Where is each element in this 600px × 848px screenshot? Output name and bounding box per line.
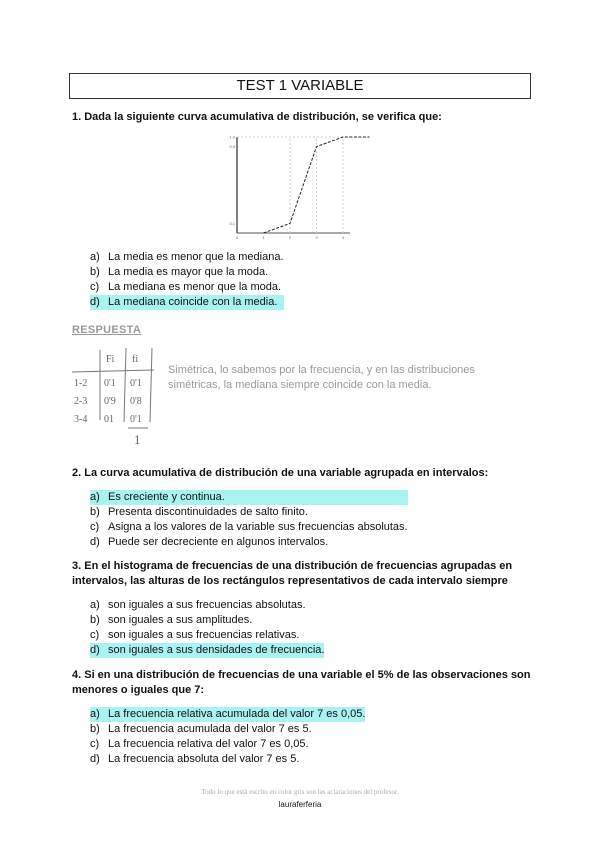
option-text: son iguales a sus densidades de frecuencia. bbox=[108, 644, 325, 656]
option-letter: c) bbox=[90, 281, 100, 293]
option-letter: c) bbox=[90, 521, 100, 533]
answer-option bbox=[90, 613, 324, 628]
option-text: Presenta discontinuidades de salto finito. bbox=[108, 506, 308, 518]
x-tick-label: 3 bbox=[315, 235, 318, 240]
option-text: La media es mayor que la moda. bbox=[108, 266, 269, 278]
answer-option bbox=[90, 250, 284, 265]
table-header: Fi bbox=[106, 354, 115, 365]
question-1: 1. Dada la siguiente curva acumulativa de distribución, se verifica que: bbox=[72, 111, 442, 123]
answer-option bbox=[90, 280, 284, 295]
option-text: La mediana coincide con la media. bbox=[108, 296, 278, 308]
option-text: Es creciente y continua. bbox=[108, 491, 225, 503]
option-letter: b) bbox=[90, 266, 100, 278]
option-text: La media es menor que la mediana. bbox=[108, 251, 284, 263]
option-letter: d) bbox=[90, 536, 100, 548]
question-3: 3. En el histograma de frecuencias de una distribución de frecuencias agrupadas en intervalos, las alturas de los rectángulos representativos de cada intervalo siempre bbox=[72, 560, 513, 587]
answer-option bbox=[90, 535, 408, 550]
option-text: La frecuencia absoluta del valor 7 es 5. bbox=[108, 753, 300, 765]
option-letter: a) bbox=[90, 491, 100, 503]
answer-option bbox=[90, 722, 365, 737]
options-1 bbox=[90, 250, 284, 310]
answer-option bbox=[90, 505, 408, 520]
option-letter: b) bbox=[90, 723, 100, 735]
table-cell: 01 bbox=[104, 414, 114, 425]
handwritten-table bbox=[70, 340, 160, 455]
page-title: TEST 1 VARIABLE bbox=[69, 73, 531, 99]
option-letter: a) bbox=[90, 251, 100, 263]
options-2 bbox=[90, 490, 408, 550]
table-cell: 1-2 bbox=[74, 378, 88, 389]
x-tick-label: 4 bbox=[341, 235, 345, 240]
answer-option bbox=[90, 265, 284, 280]
options-3 bbox=[90, 598, 324, 658]
option-text: son iguales a sus frecuencias relativas. bbox=[108, 629, 300, 641]
table-cell: 0'8 bbox=[130, 396, 142, 407]
footer-note: Todo lo que está escrito en color gris son las aclaraciones del profesor. bbox=[201, 788, 399, 796]
answer-option bbox=[90, 737, 365, 752]
option-text: Asigna a los valores de la variable sus frecuencias absolutas. bbox=[108, 521, 408, 533]
respuesta-line: Simétrica, lo sabemos por la frecuencia, y en las distribuciones bbox=[168, 364, 475, 376]
y-tick-label: 0,1 bbox=[229, 220, 235, 226]
option-letter: d) bbox=[90, 753, 100, 765]
table-cell: 0'9 bbox=[104, 396, 116, 407]
answer-option bbox=[90, 295, 284, 310]
option-text: La frecuencia relativa acumulada del valor 7 es 0,05. bbox=[108, 708, 366, 720]
option-text: La frecuencia acumulada del valor 7 es 5. bbox=[108, 723, 312, 735]
answer-option bbox=[90, 598, 324, 613]
options-4 bbox=[90, 707, 365, 767]
option-letter: b) bbox=[90, 614, 100, 626]
respuesta-line: simétricas, la mediana siempre coincide con la media. bbox=[168, 379, 432, 391]
x-tick-label: 2 bbox=[288, 235, 292, 240]
option-letter: a) bbox=[90, 708, 100, 720]
signature: lauraferferia bbox=[278, 800, 322, 809]
question-2: 2. La curva acumulativa de distribución de una variable agrupada en intervalos: bbox=[72, 467, 489, 479]
answer-option bbox=[90, 643, 324, 658]
answer-option bbox=[90, 752, 365, 767]
question-4: 4. Si en una distribución de frecuencias de una variable el 5% de las observaciones son menores o iguales que 7: bbox=[72, 669, 531, 696]
option-text: La mediana es menor que la moda. bbox=[108, 281, 282, 293]
y-tick-label: 0,9 bbox=[229, 144, 235, 150]
respuesta-text bbox=[168, 363, 475, 393]
table-total: 1 bbox=[134, 432, 141, 447]
respuesta-label: RESPUESTA bbox=[72, 324, 142, 336]
option-letter: c) bbox=[90, 738, 100, 750]
option-letter: a) bbox=[90, 599, 100, 611]
option-text: Puede ser decreciente en algunos intervalos. bbox=[108, 536, 329, 548]
table-cell: 2-3 bbox=[74, 396, 88, 407]
answer-option bbox=[90, 520, 408, 535]
option-text: son iguales a sus frecuencias absolutas. bbox=[108, 599, 306, 611]
answer-option bbox=[90, 628, 324, 643]
answer-option bbox=[90, 490, 408, 505]
table-header: fi bbox=[132, 354, 139, 365]
table-cell: 0'1 bbox=[130, 414, 142, 425]
table-cell: 0'1 bbox=[104, 378, 116, 389]
option-letter: d) bbox=[90, 644, 100, 656]
option-text: son iguales a sus amplitudes. bbox=[108, 614, 253, 626]
option-text: La frecuencia relativa del valor 7 es 0,05. bbox=[108, 738, 309, 750]
x-tick-label: 1 bbox=[262, 235, 265, 240]
y-tick-label: 1,0 bbox=[229, 134, 235, 140]
answer-option bbox=[90, 707, 365, 722]
table-cell: 3-4 bbox=[74, 414, 88, 425]
option-letter: b) bbox=[90, 506, 100, 518]
option-letter: d) bbox=[90, 296, 100, 308]
cumulative-chart bbox=[222, 132, 352, 240]
table-cell: 0'1 bbox=[130, 378, 142, 389]
option-letter: c) bbox=[90, 629, 100, 641]
x-tick-label: 0 bbox=[235, 235, 239, 240]
